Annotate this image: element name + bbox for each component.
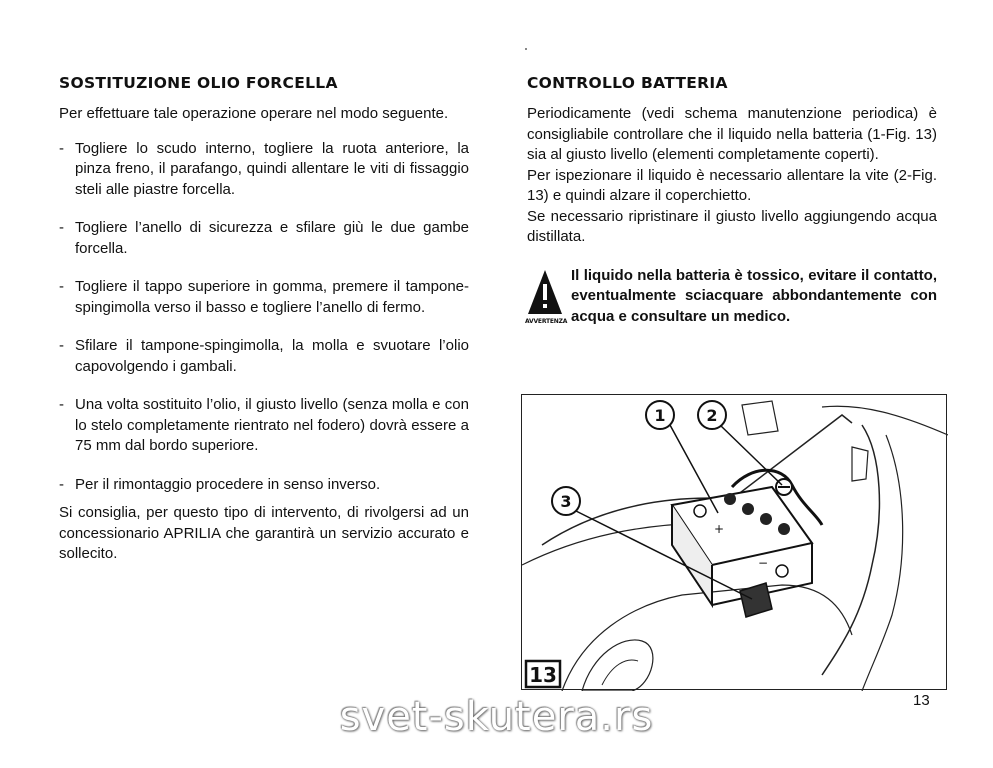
step-item: - Togliere lo scudo interno, togliere la ruota anteriore, la pinza freno, il parafango, quindi allentare le viti di fissaggio steli alle piastre forcella. (59, 139, 469, 201)
battery-paragraph: Se necessario ripristinare il giusto livello aggiungendo acqua distillata. (527, 207, 937, 245)
battery-paragraph: Periodicamente (vedi schema manutenzione periodica) è consigliabile controllare che il liquido nella batteria (1-Fig. 13) sia al giusto livello (elementi completamente coperti). (527, 105, 937, 163)
callout-3: 3 (560, 492, 572, 511)
warning-label: AVVERTENZA (525, 317, 568, 325)
step-item: - Una volta sostituito l’olio, il giusto livello (senza molla e con lo stelo completamente rientrato nel fodero) dovrà essere a 75 mm dal bordo superiore. (59, 395, 469, 457)
fork-oil-section (59, 74, 469, 565)
battery-compartment-drawing (522, 395, 948, 691)
intro-paragraph: Per effettuare tale operazione operare nel modo seguente. (59, 105, 449, 122)
step-item: - Togliere il tappo superiore in gomma, premere il tampone-spingimolla verso il basso e togliere l’anello di fermo. (59, 277, 469, 318)
battery-paragraph: Per ispezionare il liquido è necessario allentare la vite (2-Fig. 13) e quindi alzare il coperchietto. (527, 166, 937, 204)
step-item: - Sfilare il tampone-spingimolla, la molla e svuotare l’olio capovolgendo i gambali. (59, 336, 469, 377)
figure-number: 13 (529, 663, 557, 687)
battery-check-section (527, 74, 937, 346)
step-item: - Togliere l’anello di sicurezza e sfilare giù le due gambe forcella. (59, 218, 469, 259)
svg-text:−: − (758, 556, 769, 570)
svg-text:+: + (714, 522, 725, 536)
closing-paragraph: Si consiglia, per questo tipo di intervento, di rivolgersi ad un concessionario APRILIA che garantirà un servizio accurato e sollecito. (59, 504, 469, 562)
warning-box (527, 266, 937, 346)
procedure-steps (59, 139, 469, 496)
callout-1: 1 (654, 406, 666, 425)
section-title-fork-oil: SOSTITUZIONE OLIO FORCELLA (59, 74, 338, 92)
step-item: - Per il rimontaggio procedere in senso inverso. (59, 475, 469, 496)
watermark: svet-skutera.rs (339, 694, 654, 740)
scan-speck (525, 48, 527, 50)
figure-13-battery-illustration (521, 394, 947, 690)
section-title-battery: CONTROLLO BATTERIA (527, 74, 728, 92)
callout-2: 2 (706, 406, 718, 425)
warning-text: Il liquido nella batteria è tossico, evitare il contatto, eventualmente sciacquare abbondantemente con acqua e consultare un medico. (571, 266, 937, 325)
page-number: 13 (913, 692, 930, 709)
